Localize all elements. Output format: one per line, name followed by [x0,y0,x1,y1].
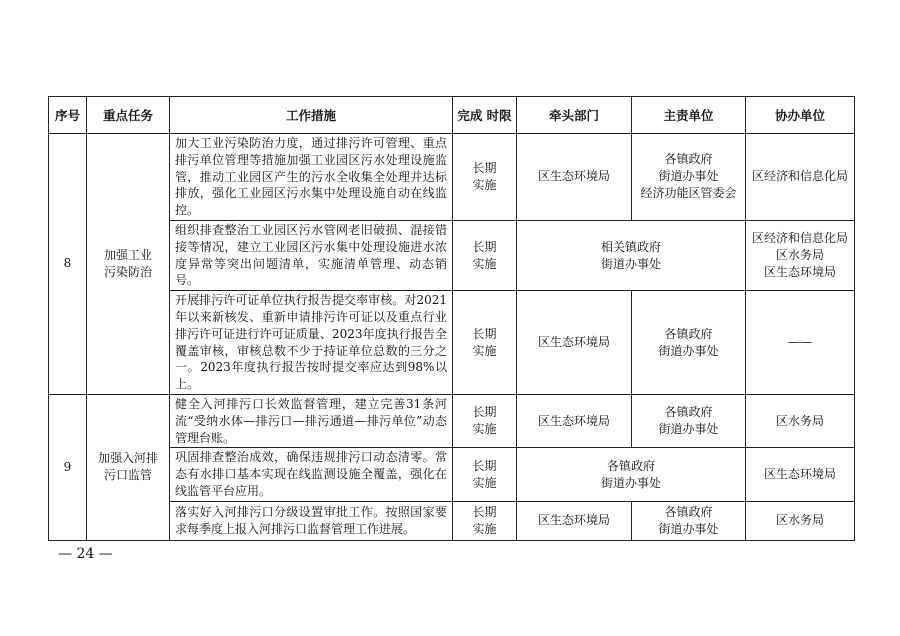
deadline-cell: 长期 实施 [453,291,517,395]
measure-cell: 组织排查整治工业园区污水管网老旧破损、混接错接等情况，建立工业园区污水集中处理设施进水浓度异常等突出问题清单，实施清单管理、动态销号。 [170,220,453,290]
task-cell: 加强工业 污染防治 [87,134,170,395]
assist-cell: 区水务局 [746,501,855,540]
measure-cell: 健全入河排污口长效监督管理，建立完善31条河流“受纳水体—排污口—排污通道—排污单位”动态管理台账。 [170,394,453,447]
deadline-cell: 长期 实施 [453,134,517,221]
main-cell: 各镇政府 街道办事处 经济功能区管委会 [632,134,746,221]
deadline-cell: 长期 实施 [453,394,517,447]
header-measure: 工作措施 [170,97,453,134]
header-main: 主责单位 [632,97,746,134]
lead-main-cell: 各镇政府 街道办事处 [517,448,746,501]
seq-cell: 9 [49,394,87,540]
key-tasks-table [48,96,855,541]
table-row [49,448,855,501]
main-cell: 各镇政府 街道办事处 [632,394,746,447]
task-cell: 加强入河排 污口监管 [87,394,170,540]
header-task: 重点任务 [87,97,170,134]
main-cell: 各镇政府 街道办事处 [632,291,746,395]
deadline-cell: 长期 实施 [453,448,517,501]
measure-cell: 落实好入河排污口分级设置审批工作。按照国家要求每季度上报入河排污口监督管理工作进展。 [170,501,453,540]
deadline-cell: 长期 实施 [453,501,517,540]
lead-cell: 区生态环境局 [517,134,632,221]
seq-cell: 8 [49,134,87,395]
table-row [49,134,855,221]
deadline-cell: 长期 实施 [453,220,517,290]
lead-cell: 区生态环境局 [517,291,632,395]
table-row [49,220,855,290]
assist-cell: 区经济和信息化局 区水务局 区生态环境局 [746,220,855,290]
assist-cell: —— [746,291,855,395]
assist-cell: 区经济和信息化局 [746,134,855,221]
measure-cell: 开展排污许可证单位执行报告提交率审核。对2021年以来新核发、重新申请排污许可证以及重点行业排污许可证进行许可证质量、2023年度执行报告全覆盖审核，审核总数不少于持证单位总数的三分之一。2023年度执行报告按时提交率应达到98%以上。 [170,291,453,395]
lead-cell: 区生态环境局 [517,394,632,447]
table-row [49,291,855,395]
measure-cell: 巩固排查整治成效，确保违规排污口动态清零。常态有水排口基本实现在线监测设施全覆盖，强化在线监管平台应用。 [170,448,453,501]
table-row [49,501,855,540]
lead-main-cell: 相关镇政府 街道办事处 [517,220,746,290]
table-row [49,394,855,447]
assist-cell: 区生态环境局 [746,448,855,501]
header-deadline: 完成 时限 [453,97,517,134]
header-seq: 序号 [49,97,87,134]
header-lead: 牵头部门 [517,97,632,134]
measure-cell: 加大工业污染防治力度，通过排污许可管理、重点排污单位管理等措施加强工业园区污水处理设施监管，推动工业园区产生的污水全收集全处理并达标排放，强化工业园区污水集中处理设施自动在线监控。 [170,134,453,221]
table-header-row [49,97,855,134]
header-assist: 协办单位 [746,97,855,134]
lead-cell: 区生态环境局 [517,501,632,540]
page-number: — 24 — [58,546,113,562]
assist-cell: 区水务局 [746,394,855,447]
main-cell: 各镇政府 街道办事处 [632,501,746,540]
